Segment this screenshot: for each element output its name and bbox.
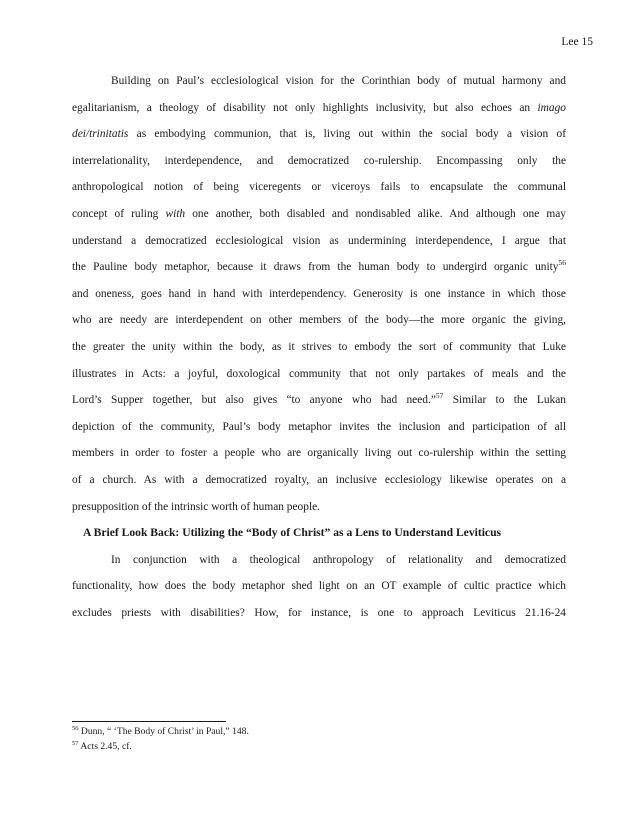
text-run: In conjunction with a theological anthropology of relationality and democratized: [111, 553, 566, 566]
footnote-56: [72, 725, 566, 740]
text-run: illustrates in Acts: a joyful, doxological community that not only partakes of meals and the: [72, 367, 566, 380]
italic-run: with: [165, 207, 186, 220]
paragraph-line: [72, 228, 566, 255]
paragraph-line: [72, 573, 566, 600]
paragraph-line: [72, 254, 566, 281]
paragraph-line: [72, 387, 566, 414]
footnote-ref-56: 56: [558, 258, 566, 268]
paragraph-line: [72, 307, 566, 334]
text-run: concept of ruling: [72, 207, 159, 220]
footnote-text: Dunn, “ ‘The Body of Christ’ in Paul,” 148.: [80, 726, 249, 737]
text-run: one another, both disabled and nondisabled alike. And although one may: [192, 207, 566, 220]
paragraph-line: [72, 95, 566, 122]
italic-run: dei/trinitatis: [72, 128, 129, 141]
paragraph-line: [72, 201, 566, 228]
text-run: as embodying communion, that is, living out within the social body a vision of: [136, 128, 566, 141]
text-run: understand a democratized ecclesiological vision as undermining interdependence, I argue that: [72, 234, 566, 247]
text-run: members in order to foster a people who are organically living out co-rulership within the setting: [72, 447, 566, 460]
footnote-ref-57: 57: [435, 391, 444, 401]
text-run: who are needy are interdependent on other members of the body—the more organic the giving,: [72, 314, 566, 327]
paragraph-line: [72, 361, 566, 388]
text-run: Lord’s Supper together, but also gives “to anyone who had need.”: [72, 394, 436, 407]
section-heading: A Brief Look Back: Utilizing the “Body of Christ” as a Lens to Understand Leviticus: [83, 526, 502, 540]
text-run: interrelationality, interdependence, and democratized co-rulership. Encompassing only the: [72, 154, 566, 167]
text-run: depiction of the community, Paul’s body metaphor invites the inclusion and participation of all: [72, 420, 566, 433]
footnote-text: Acts 2.45, cf.: [80, 740, 132, 752]
paragraph-line: [72, 440, 566, 467]
text-run: Similar to the Lukan: [443, 394, 567, 407]
paragraph-line: [72, 547, 566, 574]
paragraph-line: [72, 121, 566, 148]
text-run: and oneness, goes hand in hand with interdependency. Generosity is one instance in which those: [72, 287, 566, 300]
text-run: Building on Paul’s ecclesiological vision for the Corinthian body of mutual harmony and: [111, 75, 566, 87]
footnote-57: [72, 740, 566, 755]
paragraph-line: [72, 68, 566, 95]
footnote-number: 57: [72, 739, 79, 747]
text-run: of a church. As with a democratized royalty, an inclusive ecclesiology likewise operates on a: [72, 473, 566, 486]
text-run: egalitarianism, a theology of disability not only highlights inclusivity, but also echoes an: [72, 101, 531, 114]
footnote-number: 56: [72, 724, 79, 732]
text-run: presupposition of the intrinsic worth of human people.: [72, 500, 321, 513]
text-run: functionality, how does the body metaphor shed light on an OT example of cultic practice which: [72, 580, 566, 593]
paragraph-line: [72, 467, 566, 494]
footnotes: [72, 721, 566, 754]
text-run: the greater the unity within the body, as it strives to embody the sort of community that Luke: [72, 340, 566, 353]
paragraph-line: [72, 600, 566, 627]
page-header: Lee 15: [561, 36, 593, 48]
text-run: excludes priests with disabilities? How, for instance, is one to approach Leviticus 21.16-24: [72, 606, 566, 619]
paragraph-line: [72, 414, 566, 441]
paragraph-line: [72, 494, 566, 521]
text-run: anthropological notion of being viceregents or viceroys fails to encapsulate the communal: [72, 181, 566, 194]
text-run: the Pauline body metaphor, because it draws from the human body to undergird organic unity: [72, 261, 559, 274]
paragraph-line: [72, 148, 566, 175]
body-text: [72, 68, 566, 626]
footnote-divider: [72, 721, 226, 722]
paragraph-line: [72, 281, 566, 308]
paragraph-line: [72, 174, 566, 201]
italic-run: imago: [537, 101, 566, 114]
paragraph-line: [72, 334, 566, 361]
